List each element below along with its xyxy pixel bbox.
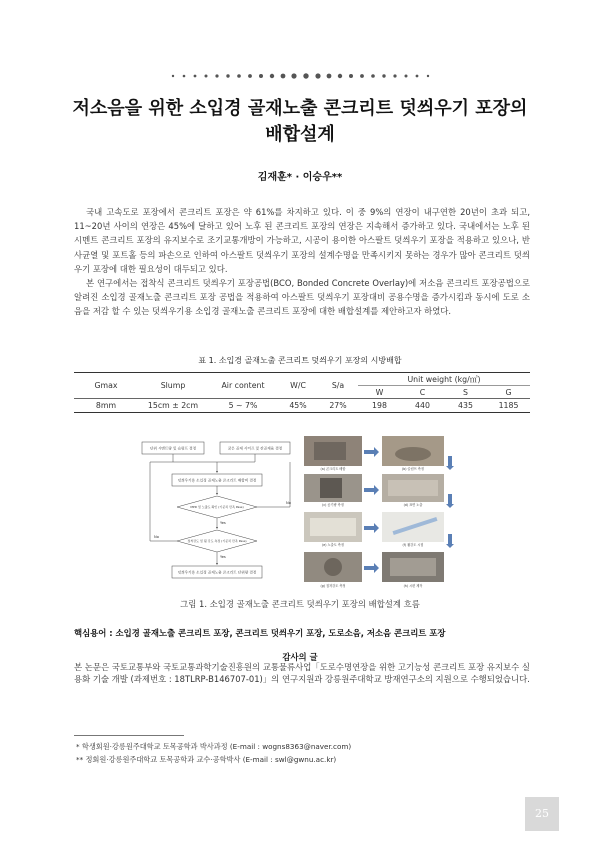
mix-design-flowchart bbox=[140, 440, 300, 582]
table-header-slump: Slump bbox=[138, 373, 208, 399]
table-header-air: Air content bbox=[208, 373, 278, 399]
abstract-paragraph-1: 국내 고속도로 포장에서 콘크리트 포장은 약 61%를 차지하고 있다. 이 중 9%의 연장이 내구연한 20년이 초과 되고, 11~20년 사이의 연장은 45%에 달하고 있어 노후 된 콘크리트 포장의 연장은 지속해서 증가하고 있다. 국내에서는 노후 된 시멘트 콘크리트 포장의 유지보수로 조기교통개방이 가능하고, 시공이 용이한 아스팔트 덧씌우기 포장을 적용하고 있으나, 반사균열 및 포트홀 등의 파손으로 인하여 아스팔트 덧씌우기 포장의 설계수명을 만족시키지 못하는 경우가 많아 콘크리트 덧씌우기 포장에 대한 필요성이 대두되고 있다. bbox=[74, 207, 530, 274]
table-row bbox=[74, 399, 530, 413]
table-cell: 435 bbox=[444, 399, 487, 413]
paper-title bbox=[60, 96, 540, 148]
photo-label: (c) 공기량 측정 bbox=[322, 503, 344, 507]
photo-label: (e) 노출도 측정 bbox=[322, 543, 344, 547]
table-header-gmax: Gmax bbox=[74, 373, 138, 399]
footnote-author-1: * 학생회원·강릉원주대학교 토목공학과 박사과정 (E-mail : wogns8363@naver.com) bbox=[76, 742, 352, 751]
dotted-divider bbox=[170, 70, 432, 82]
photo-label: (g) 접착강도 측정 bbox=[320, 584, 346, 588]
authors: 김재훈* · 이승우** bbox=[257, 172, 343, 183]
experiment-photo-grid bbox=[300, 434, 460, 590]
table-subheader-w: W bbox=[375, 387, 384, 397]
page-number: 25 bbox=[525, 797, 559, 831]
table-cell: 27% bbox=[318, 399, 358, 413]
figure-caption: 그림 1. 소입경 골재노출 콘크리트 덧씌우기 포장의 배합설계 흐름 bbox=[180, 599, 420, 609]
table-cell: 45% bbox=[278, 399, 318, 413]
table-cell: 8mm bbox=[74, 399, 138, 413]
table-cell: 440 bbox=[401, 399, 444, 413]
table-cell: 15cm ± 2cm bbox=[138, 399, 208, 413]
table-cell: 1185 bbox=[487, 399, 530, 413]
table-subheader-s: S bbox=[463, 387, 468, 397]
photo-label: (h) 시편 제작 bbox=[403, 584, 423, 588]
table-caption: 표 1. 소입경 골재노출 콘크리트 덧씌우기 포장의 시방배합 bbox=[198, 356, 402, 365]
table-header-unit-weight: Unit weight (kg/㎥) bbox=[358, 373, 530, 386]
table-cell: 198 bbox=[358, 399, 401, 413]
acknowledgement-text: 본 논문은 국토교통부와 국토교통과학기술진흥원의 교통물류사업「도로수명연장을 위한 고기능성 콘크리트 포장 유지보수 실용화 기술 개발 (과제번호 : 18TLRP-B146707-01)」의 연구지원과 강릉원주대학교 방재연구소의 지원으로 수행되었습니다. bbox=[74, 662, 530, 685]
flow-text-cement: 단위 시멘트량 및 슬럼프 결정 bbox=[149, 446, 197, 451]
flow-text-aggregate: 굵은 골재 사이즈 및 잔골재율 결정 bbox=[227, 446, 283, 451]
table-header-sa: S/a bbox=[318, 373, 358, 399]
table-subheader-c: C bbox=[419, 387, 426, 397]
keywords: 핵심용어 : 소입경 골재노출 콘크리트 포장, 콘크리트 덧씌우기 포장, 도로소음, 저소음 콘크리트 포장 bbox=[74, 628, 446, 638]
flow-label-no: No bbox=[286, 501, 291, 505]
footnote-divider bbox=[74, 735, 184, 736]
photo-label: (a) 콘크리트 배합 bbox=[320, 467, 346, 471]
flow-text-strength: 접착강도 및 휨 강도 측정 (기준치 만족 Pass) bbox=[187, 539, 247, 543]
photo-label: (d) 표면 노출 bbox=[403, 503, 423, 507]
footnote-author-2: ** 정회원·강릉원주대학교 토목공학과 교수·공학박사 (E-mail : swl@gwnu.ac.kr) bbox=[76, 755, 337, 764]
abstract-body bbox=[74, 205, 530, 319]
photo-label: (f) 휨강도 시험 bbox=[402, 543, 424, 547]
flow-text-final: 덧씌우기용 소입경 골재노출 콘크리트 단위량 결정 bbox=[177, 570, 257, 575]
acknowledgement-title: 감사의 글 bbox=[282, 652, 318, 662]
table-subheader-g: G bbox=[505, 387, 512, 397]
table-header-wc: W/C bbox=[278, 373, 318, 399]
flow-label-yes: Yes bbox=[220, 521, 226, 525]
title-line-1: 저소음을 위한 소입경 골재노출 콘크리트 덧씌우기 포장의 bbox=[72, 98, 528, 119]
title-line-2: 배합설계 bbox=[265, 124, 335, 145]
table-cell: 5 ~ 7% bbox=[208, 399, 278, 413]
flow-text-mix: 덧씌우기용 소입경 골재노출 콘크리트 배합비 결정 bbox=[177, 478, 257, 483]
flow-connector bbox=[173, 454, 255, 472]
flow-label-yes: Yes bbox=[220, 555, 226, 559]
flow-label-no: No bbox=[154, 535, 159, 539]
flow-text-mpd: MPD 및 노출도 확인 (기준치 만족 Pass) bbox=[190, 505, 244, 509]
mix-design-table bbox=[74, 372, 530, 413]
photo-label: (b) 슬럼프 측정 bbox=[402, 467, 424, 471]
abstract-paragraph-2: 본 연구에서는 접착식 콘크리트 덧씌우기 포장공법(BCO, Bonded Concrete Overlay)에 저소음 콘크리트 포장공법으로 알려진 소입경 골재노출 콘크리트 포장 공법을 적용하여 아스팔트 덧씌우기 포장대비 공용수명을 증가시킴과 동시에 도로 소음을 저감 할 수 있는 덧씌우기용 소입경 골재노출 콘크리트 포장에 대한 배합설계를 제안하고자 하였다. bbox=[74, 278, 530, 317]
